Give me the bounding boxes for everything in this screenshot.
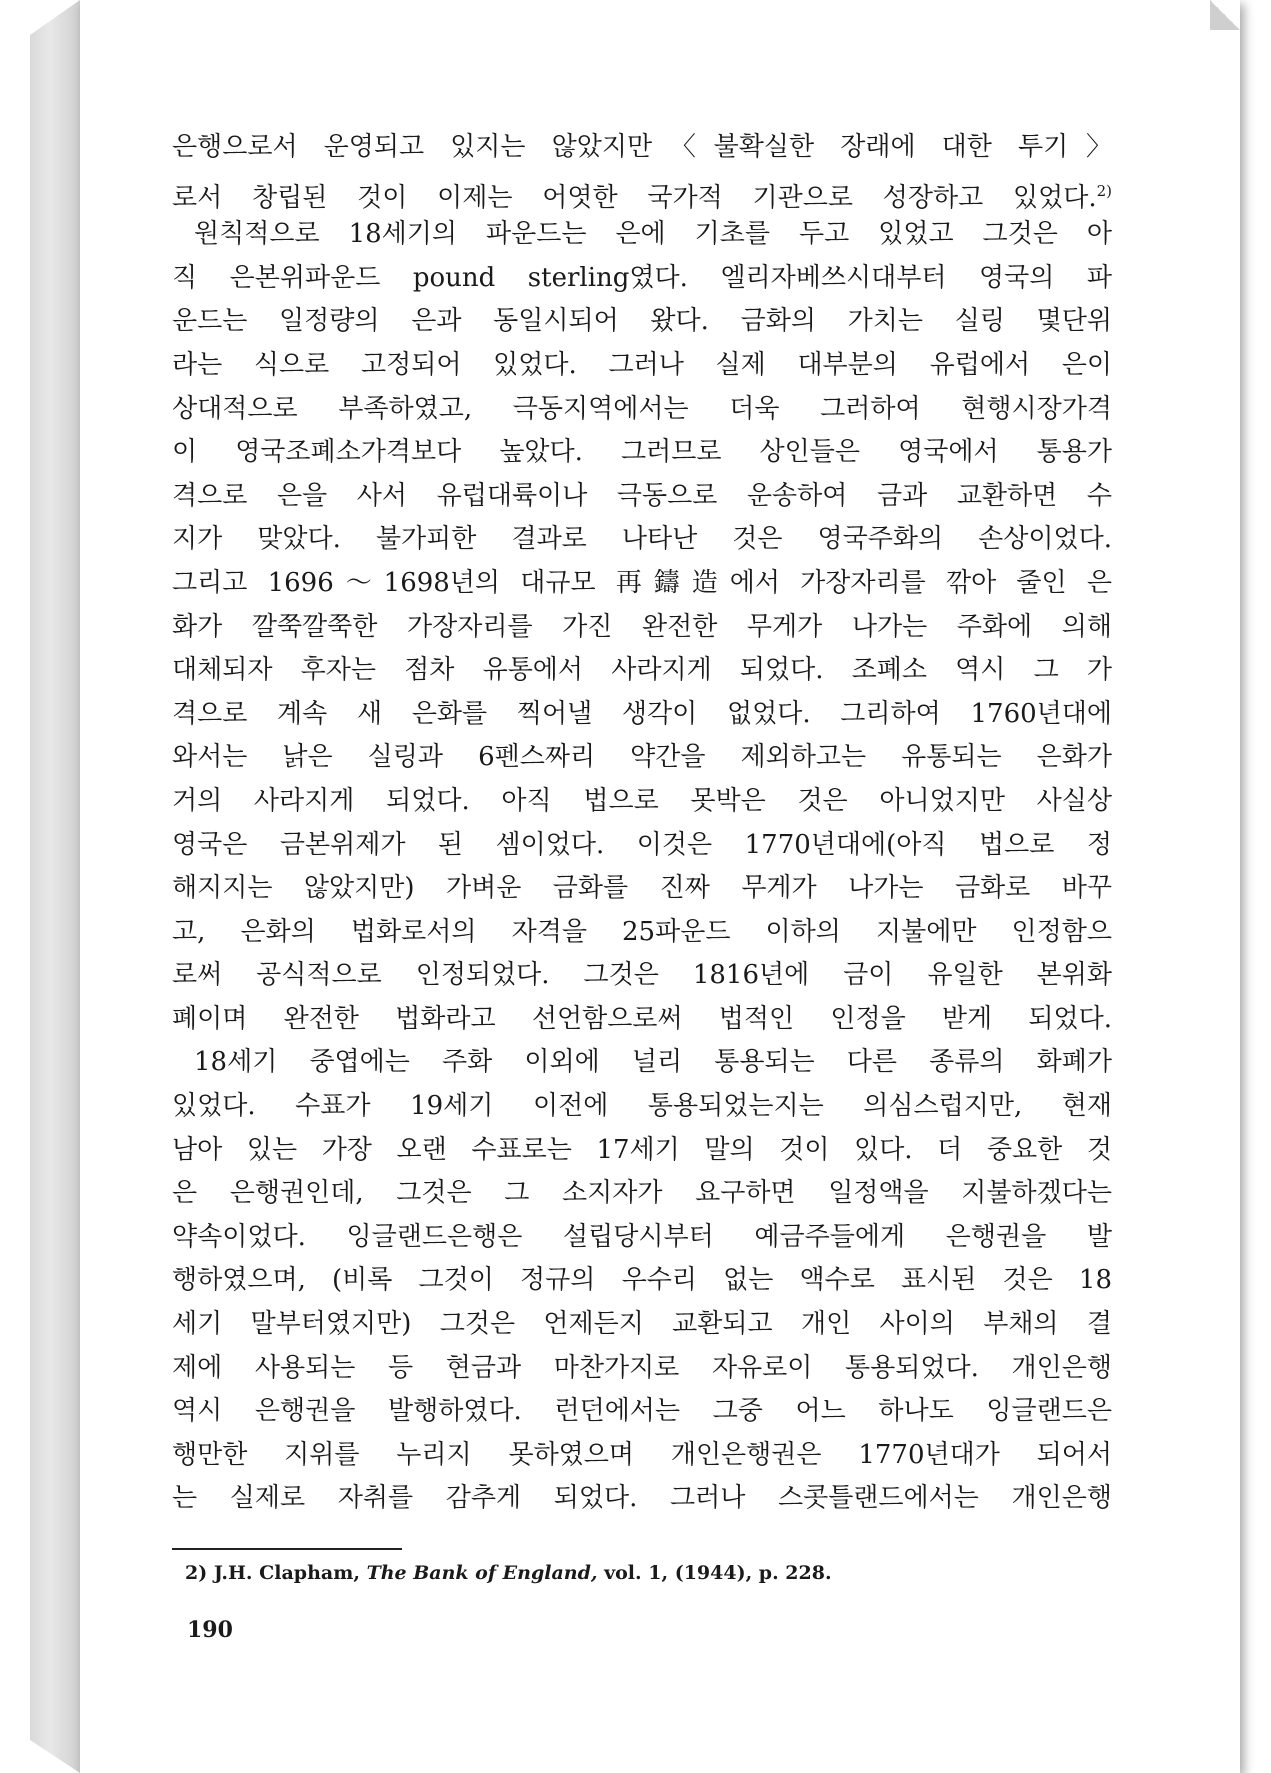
text-line-content: 지가 맞았다. 불가피한 결과로 나타난 것은 영국주화의 손상이었다. [172,524,1112,555]
text-line [172,344,1112,388]
footnote-details: vol. 1, (1944), p. 228. [604,1562,832,1584]
text-line-content: 거의 사라지게 되었다. 아직 법으로 못박은 것은 아니었지만 사실상 [172,785,1112,816]
text-line [172,213,1112,257]
footnote-title: The Bank of England, [366,1562,598,1584]
text-line-content: 행만한 지위를 누리지 못하였으며 개인은행권은 1770년대가 되어서 [172,1439,1112,1470]
text-line [172,1216,1112,1260]
text-line [172,649,1112,693]
text-line-content: 격으로 계속 새 은화를 찍어낼 생각이 없었다. 그리하여 1760년대에 [172,698,1112,729]
text-line [172,1434,1112,1478]
text-line [172,1477,1112,1521]
text-line-content: 해지지는 않았지만) 가벼운 금화를 진짜 무게가 나가는 금화로 바꾸 [172,873,1112,904]
text-line [172,911,1112,955]
footnote-rule [172,1548,402,1550]
text-line [172,126,1112,170]
text-line-content: 이 영국조폐소가격보다 높았다. 그러므로 상인들은 영국에서 통용가 [172,437,1112,468]
text-line [172,780,1112,824]
text-line [172,867,1112,911]
text-line-content: 영국은 금본위제가 된 셈이었다. 이것은 1770년대에(아직 법으로 정 [172,829,1112,860]
text-line [172,431,1112,475]
text-line [172,170,1112,214]
text-line-content: 와서는 낡은 실링과 6펜스짜리 약간을 제외하고는 유통되는 은화가 [172,742,1112,773]
footnote [185,1560,1085,1586]
text-line-content: 로서 창립된 것이 이제는 어엿한 국가적 기관으로 성장하고 있었다. [172,182,1097,213]
text-line [172,736,1112,780]
text-line-content: 운드는 일정량의 은과 동일시되어 왔다. 금화의 가치는 실링 몇단위 [172,306,1112,337]
text-line-content: 격으로 은을 사서 유럽대륙이나 극동으로 운송하여 금과 교환하면 수 [172,480,1112,511]
text-line-content: 는 실제로 자취를 감추게 되었다. 그러나 스콧틀랜드에서는 개인은행 [172,1483,1112,1514]
page-number: 190 [187,1617,233,1643]
footnote-marker: 2) [185,1562,208,1584]
text-line-content: 로써 공식적으로 인정되었다. 그것은 1816년에 금이 유일한 본위화 [172,960,1112,991]
text-line [172,1259,1112,1303]
text-line [172,475,1112,519]
text-line-content: 18세기 중엽에는 주화 이외에 널리 통용되는 다른 종류의 화폐가 [194,1047,1112,1078]
text-line [172,1303,1112,1347]
text-line-content: 화가 깔쭉깔쭉한 가장자리를 가진 완전한 무게가 나가는 주화에 의해 [172,611,1112,642]
text-line-content: 폐이며 완전한 법화라고 선언함으로써 법적인 인정을 받게 되었다. [172,1003,1112,1034]
text-line-content: 행하였으며, (비록 그것이 정규의 우수리 없는 액수로 표시된 것은 18 [172,1265,1112,1296]
text-line [172,693,1112,737]
text-line [172,562,1112,606]
text-line-content: 역시 은행권을 발행하였다. 런던에서는 그중 어느 하나도 잉글랜드은 [172,1396,1112,1427]
text-line [172,1129,1112,1173]
text-line [172,1172,1112,1216]
text-line [172,518,1112,562]
text-line [172,824,1112,868]
text-line-content: 약속이었다. 잉글랜드은행은 설립당시부터 예금주들에게 은행권을 발 [172,1221,1112,1252]
text-line-content: 그리고 1696～1698년의 대규모 再鑄造에서 가장자리를 깎아 줄인 은 [172,567,1112,598]
text-line-content: 원칙적으로 18세기의 파운드는 은에 기초를 두고 있었고 그것은 아 [194,219,1112,250]
text-line-content: 상대적으로 부족하였고, 극동지역에서는 더욱 그러하여 현행시장가격 [172,393,1112,424]
text-line [172,998,1112,1042]
text-line-content: 은 은행권인데, 그것은 그 소지자가 요구하면 일정액을 지불하겠다는 [172,1178,1112,1209]
text-line-content: 대체되자 후자는 점차 유통에서 사라지게 되었다. 조폐소 역시 그 가 [172,655,1112,686]
text-line [172,1390,1112,1434]
footnote-author: J.H. Clapham, [213,1562,360,1584]
text-line-content: 제에 사용되는 등 현금과 마찬가지로 자유로이 통용되었다. 개인은행 [172,1352,1112,1383]
text-line [172,388,1112,432]
footnote-reference: 2) [1096,181,1112,200]
text-line-content: 남아 있는 가장 오랜 수표로는 17세기 말의 것이 있다. 더 중요한 것 [172,1134,1112,1165]
text-line-content: 직 은본위파운드 pound sterling였다. 엘리자베쓰시대부터 영국의 파 [172,262,1112,293]
text-line [172,1041,1112,1085]
text-line [172,954,1112,998]
text-line [172,1347,1112,1391]
page-corner [1210,0,1240,30]
text-line-content: 세기 말부터였지만) 그것은 언제든지 교환되고 개인 사이의 부채의 결 [172,1309,1112,1340]
text-line-content: 고, 은화의 법화로서의 자격을 25파운드 이하의 지불에만 인정함으 [172,916,1112,947]
text-line [172,1085,1112,1129]
text-line [172,257,1112,301]
text-line [172,300,1112,344]
text-line-content: 라는 식으로 고정되어 있었다. 그러나 실제 대부분의 유럽에서 은이 [172,349,1112,380]
body-text [172,126,1112,1521]
book-spine [30,0,80,1773]
text-line [172,606,1112,650]
text-line-content: 은행으로서 운영되고 있지는 않았지만〈불확실한 장래에 대한 투기〉 [172,132,1112,162]
text-line-content: 있었다. 수표가 19세기 이전에 통용되었는지는 의심스럽지만, 현재 [172,1091,1112,1122]
